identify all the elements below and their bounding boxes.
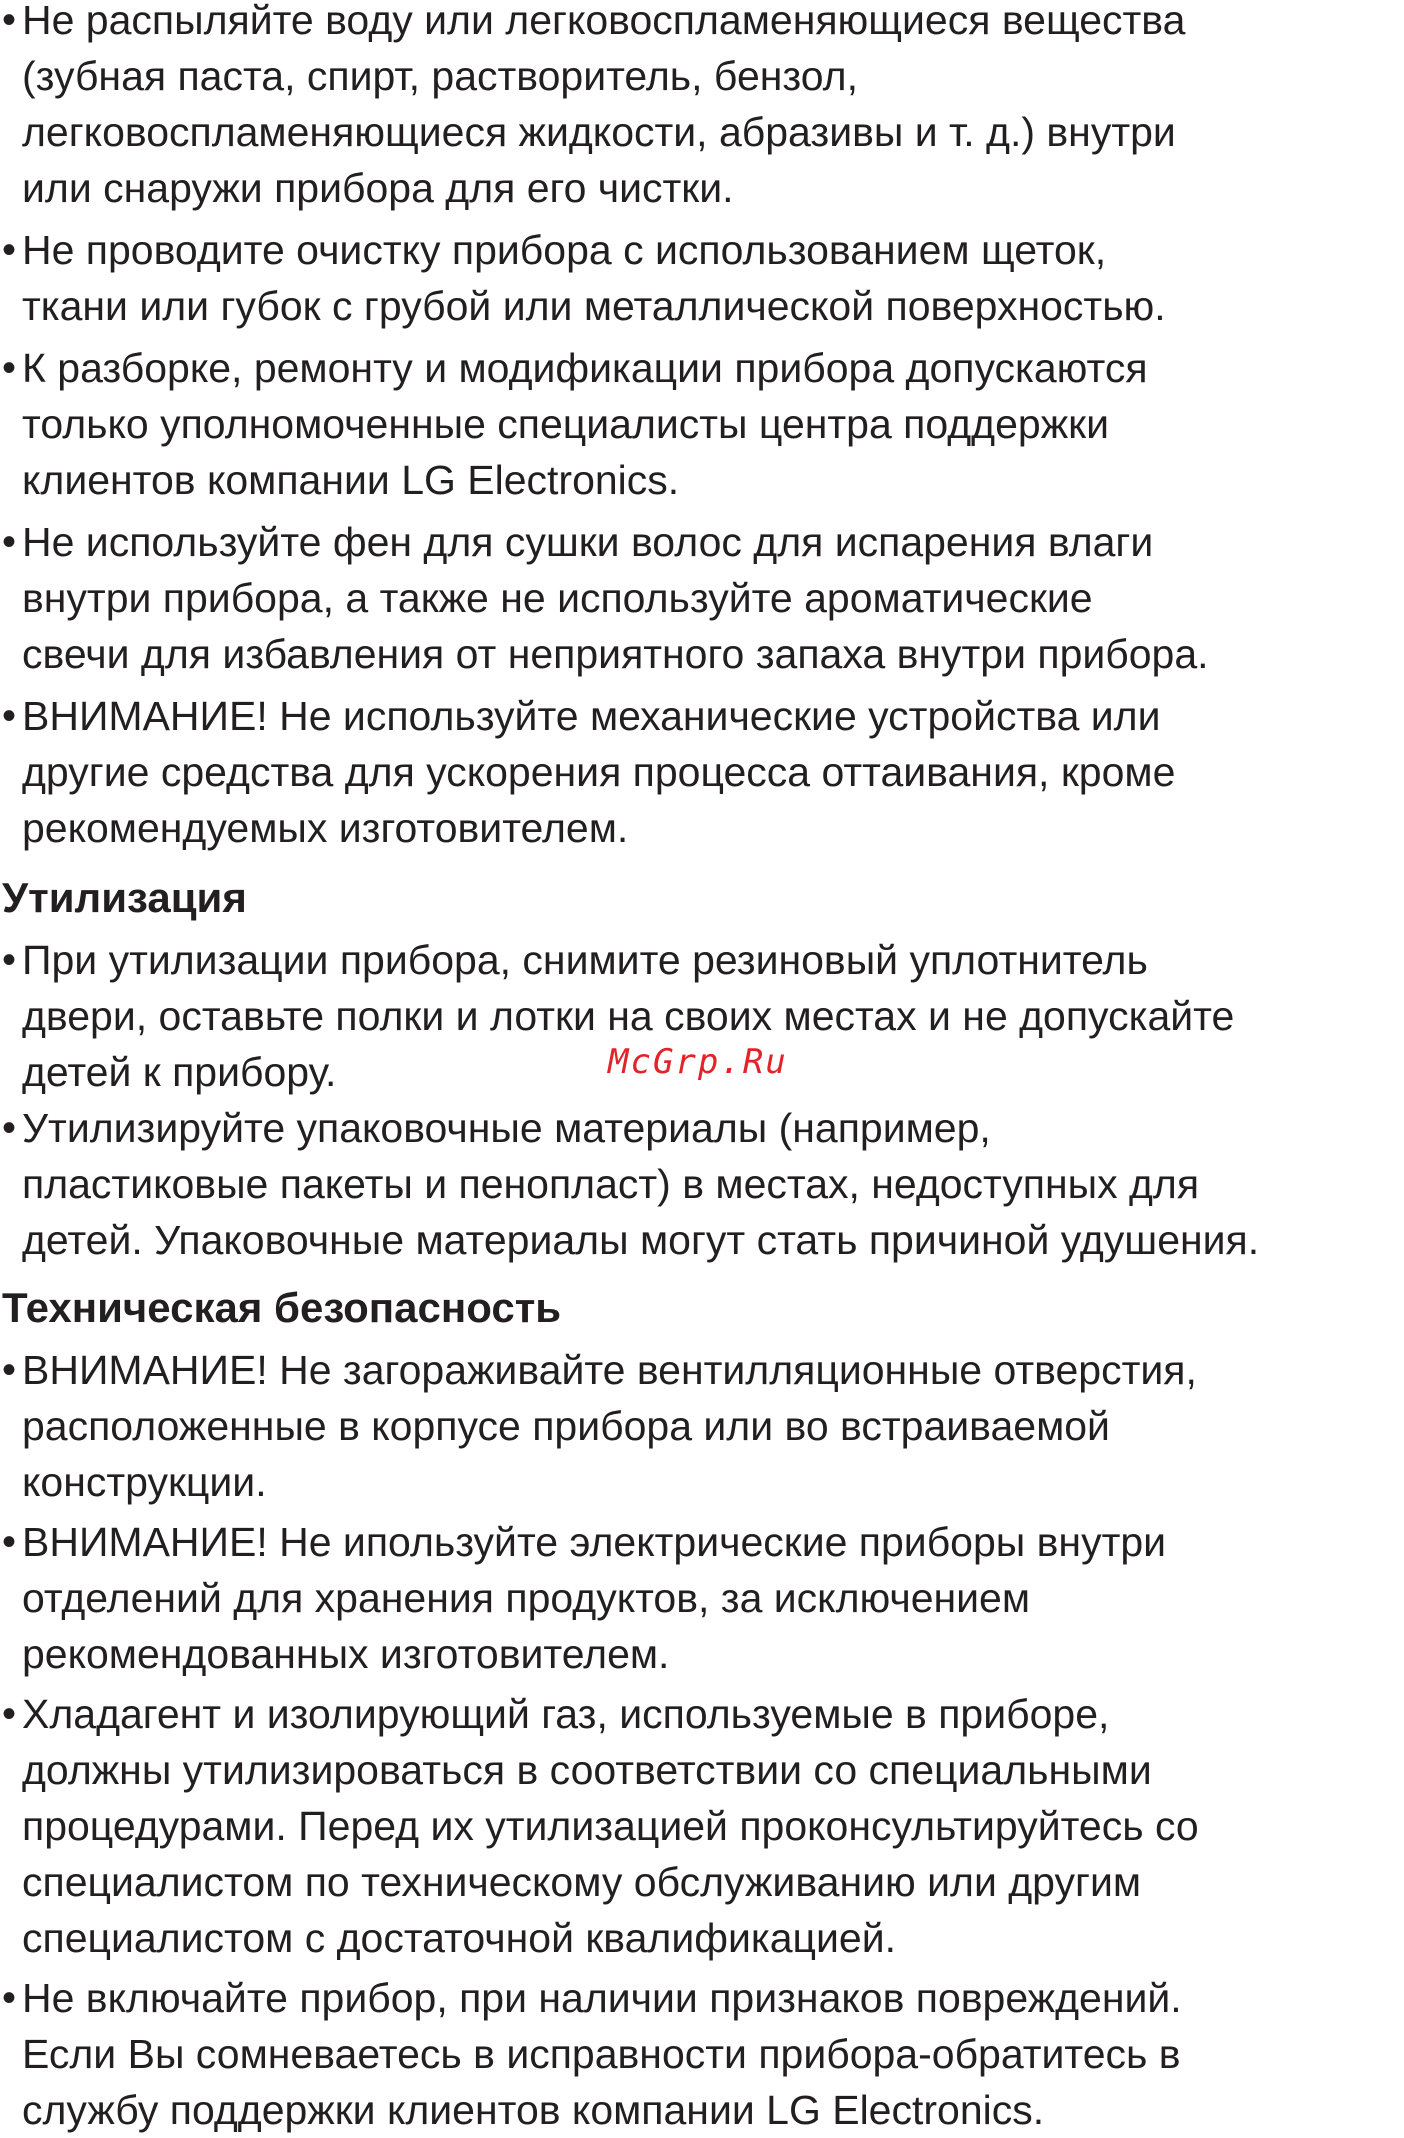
- heading-technical-safety: Техническая безопасность: [2, 1284, 562, 1331]
- heading-disposal: Утилизация: [2, 874, 247, 921]
- list-item-vents: [0, 1342, 1404, 1510]
- item-line: ВНИМАНИЕ! Не ипользуйте электрические приборы внутри: [22, 1519, 1167, 1565]
- bullet-icon: •: [2, 1692, 17, 1736]
- item-line: пластиковые пакеты и пенопласт) в местах, недоступных для: [22, 1161, 1200, 1207]
- bullet-icon: •: [2, 938, 17, 982]
- bullet-icon: •: [2, 0, 17, 42]
- bullet-icon: •: [2, 1520, 17, 1564]
- item-line: внутри прибора, а также не используйте ароматические: [22, 575, 1093, 621]
- list-item-electric-devices: [0, 1514, 1404, 1682]
- bullet-icon: •: [2, 1348, 17, 1392]
- item-line: службу поддержки клиентов компании LG Electronics.: [22, 2087, 1045, 2133]
- item-line: конструкции.: [22, 1459, 267, 1505]
- list-item-no-spray: [0, 0, 1404, 216]
- list-item-refrigerant: [0, 1686, 1404, 1966]
- item-line: рекомендуемых изготовителем.: [22, 805, 629, 851]
- item-line: должны утилизироваться в соответствии со специальными: [22, 1747, 1152, 1793]
- item-line: специалистом по техническому обслуживанию или другим: [22, 1859, 1142, 1905]
- item-line: Не проводите очистку прибора с использованием щеток,: [22, 227, 1107, 273]
- item-line: расположенные в корпусе прибора или во встраиваемой: [22, 1403, 1110, 1449]
- item-line: Не используйте фен для сушки волос для испарения влаги: [22, 519, 1154, 565]
- item-line: Хладагент и изолирующий газ, используемые в приборе,: [22, 1691, 1110, 1737]
- item-line: свечи для избавления от неприятного запаха внутри прибора.: [22, 631, 1209, 677]
- item-line: Не включайте прибор, при наличии признаков повреждений.: [22, 1975, 1182, 2021]
- section-technical: [0, 1342, 1404, 2138]
- list-item-damaged: [0, 1970, 1404, 2138]
- item-line: двери, оставьте полки и лотки на своих местах и не допускайте: [22, 993, 1235, 1039]
- item-line: При утилизации прибора, снимите резиновый уплотнитель: [22, 937, 1148, 983]
- bullet-icon: •: [2, 1976, 17, 2020]
- bullet-icon: •: [2, 520, 17, 564]
- bullet-icon: •: [2, 1106, 17, 1150]
- list-item-no-brushes: [0, 222, 1404, 334]
- item-line: ткани или губок с грубой или металлической поверхностью.: [22, 283, 1166, 329]
- bullet-icon: •: [2, 346, 17, 390]
- item-line: специалистом с достаточной квалификацией.: [22, 1915, 897, 1961]
- watermark-text: McGrp.Ru: [608, 1042, 788, 1082]
- item-line: К разборке, ремонту и модификации прибора допускаются: [22, 345, 1148, 391]
- item-line: рекомендованных изготовителем.: [22, 1631, 670, 1677]
- item-line: другие средства для ускорения процесса оттаивания, кроме: [22, 749, 1176, 795]
- list-item-disposal-packaging: [0, 1100, 1404, 1268]
- section-disposal: [0, 932, 1404, 1268]
- item-line: Утилизируйте упаковочные материалы (например,: [22, 1105, 991, 1151]
- bullet-icon: •: [2, 694, 17, 738]
- item-line: процедурами. Перед их утилизацией проконсультируйтесь со: [22, 1803, 1199, 1849]
- section-top: [0, 0, 1404, 856]
- item-line: Если Вы сомневаетесь в исправности прибора-обратитесь в: [22, 2031, 1181, 2077]
- item-line: клиентов компании LG Electronics.: [22, 457, 680, 503]
- item-line: только уполномоченные специалисты центра поддержки: [22, 401, 1109, 447]
- item-line: ВНИМАНИЕ! Не загораживайте вентилляционные отверстия,: [22, 1347, 1197, 1393]
- item-line: отделений для хранения продуктов, за исключением: [22, 1575, 1031, 1621]
- item-line: или снаружи прибора для его чистки.: [22, 165, 734, 211]
- bullet-icon: •: [2, 228, 17, 272]
- item-line: ВНИМАНИЕ! Не используйте механические устройства или: [22, 693, 1161, 739]
- list-item-repair: [0, 340, 1404, 508]
- item-line: детей к прибору.: [22, 1049, 337, 1095]
- item-line: легковоспламеняющиеся жидкости, абразивы и т. д.) внутри: [22, 109, 1176, 155]
- item-line: детей. Упаковочные материалы могут стать причиной удушения.: [22, 1217, 1260, 1263]
- item-line: (зубная паста, спирт, растворитель, бензол,: [22, 53, 858, 99]
- list-item-no-hairdryer: [0, 514, 1404, 682]
- item-line: Не распыляйте воду или легковоспламеняющиеся вещества: [22, 0, 1186, 43]
- list-item-defrost-warning: [0, 688, 1404, 856]
